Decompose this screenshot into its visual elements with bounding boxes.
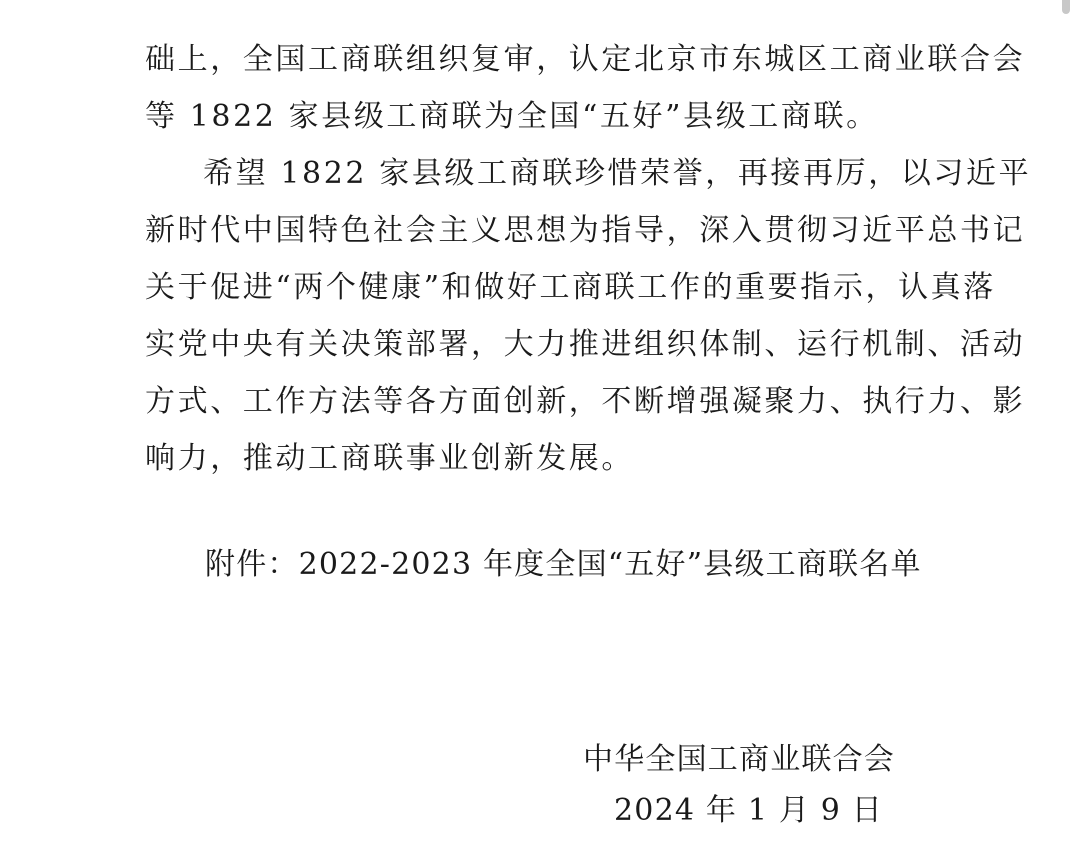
scrollbar-thumb[interactable] bbox=[1062, 0, 1070, 14]
paragraph-line: 础上，全国工商联组织复审，认定北京市东城区工商业联合会 bbox=[145, 42, 1026, 77]
paragraph-line: 实党中央有关决策部署，大力推进组织体制、运行机制、活动 bbox=[145, 327, 1026, 362]
paragraph-line: 响力，推动工商联事业创新发展。 bbox=[145, 441, 634, 476]
paragraph-line: 希望 1822 家县级工商联珍惜荣誉，再接再厉，以习近平 bbox=[203, 156, 1032, 191]
signature-date: 2024 年 1 月 9 日 bbox=[614, 793, 884, 828]
attachment-line: 附件：2022-2023 年度全国“五好”县级工商联名单 bbox=[205, 547, 922, 582]
paragraph-line: 关于促进“两个健康”和做好工商联工作的重要指示，认真落 bbox=[145, 270, 996, 305]
signer-name: 中华全国工商业联合会 bbox=[583, 742, 895, 777]
paragraph-line: 等 1822 家县级工商联为全国“五好”县级工商联。 bbox=[145, 99, 879, 134]
paragraph-line: 新时代中国特色社会主义思想为指导，深入贯彻习近平总书记 bbox=[145, 213, 1026, 248]
paragraph-line: 方式、工作方法等各方面创新，不断增强凝聚力、执行力、影 bbox=[145, 384, 1026, 419]
